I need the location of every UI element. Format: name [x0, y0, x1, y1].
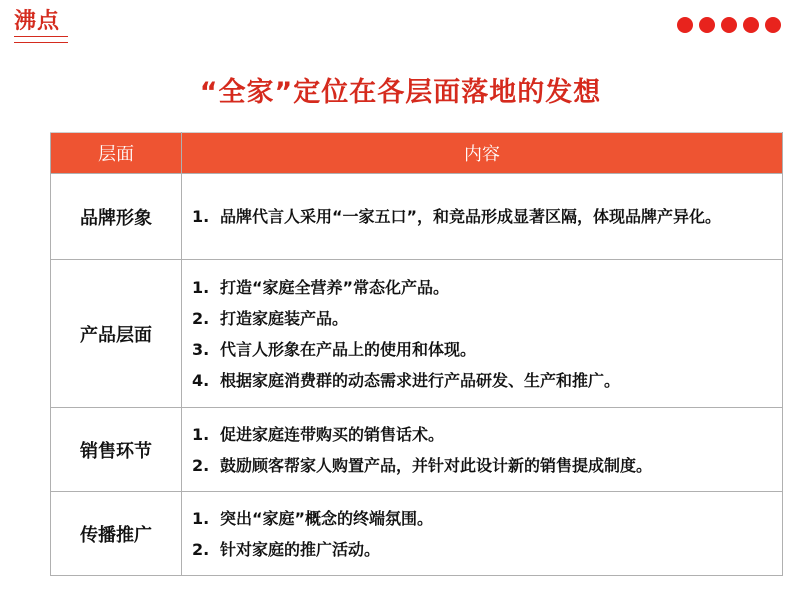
table-row	[51, 408, 783, 492]
list-item: 1. 促进家庭连带购买的销售话术。	[192, 424, 445, 444]
row-layer-label: 品牌形象	[51, 174, 182, 260]
row-items	[182, 174, 783, 260]
row-layer-label: 传播推广	[51, 492, 182, 576]
header-layer: 层面	[51, 133, 182, 174]
table-row	[51, 174, 783, 260]
table-row	[51, 492, 783, 576]
bottom-cutoff	[50, 578, 783, 601]
row-layer-label: 产品层面	[51, 260, 182, 408]
brand-logo	[14, 8, 70, 48]
list-item: 1. 突出“家庭”概念的终端氛围。	[192, 508, 434, 528]
slide-title: “全家”定位在各层面落地的发想	[199, 77, 602, 108]
decorative-dots	[677, 17, 781, 33]
list-item: 2. 鼓励顾客帮家人购置产品，并针对此设计新的销售提成制度。	[192, 455, 653, 475]
dot-icon	[699, 17, 715, 33]
list-item: 2. 打造家庭装产品。	[192, 308, 349, 328]
list-item: 1. 品牌代言人采用“一家五口”，和竞品形成显著区隔，体现品牌产异化。	[192, 207, 722, 226]
list-item: 3. 代言人形象在产品上的使用和体现。	[192, 339, 477, 359]
list-item: 1. 打造“家庭全营养”常态化产品。	[192, 277, 450, 297]
table-row	[51, 260, 783, 408]
dot-icon	[721, 17, 737, 33]
logo-underline	[14, 36, 68, 43]
dot-icon	[765, 17, 781, 33]
header-content: 内容	[182, 133, 783, 174]
row-layer-label: 销售环节	[51, 408, 182, 492]
dot-icon	[743, 17, 759, 33]
logo-text: 沸点	[14, 8, 61, 34]
content-table	[50, 132, 783, 576]
table-header-row	[51, 133, 783, 174]
row-items	[182, 260, 783, 408]
dot-icon	[677, 17, 693, 33]
list-item: 2. 针对家庭的推广活动。	[192, 539, 381, 559]
row-items	[182, 408, 783, 492]
list-item: 4. 根据家庭消费群的动态需求进行产品研发、生产和推广。	[192, 370, 621, 390]
row-items	[182, 492, 783, 576]
